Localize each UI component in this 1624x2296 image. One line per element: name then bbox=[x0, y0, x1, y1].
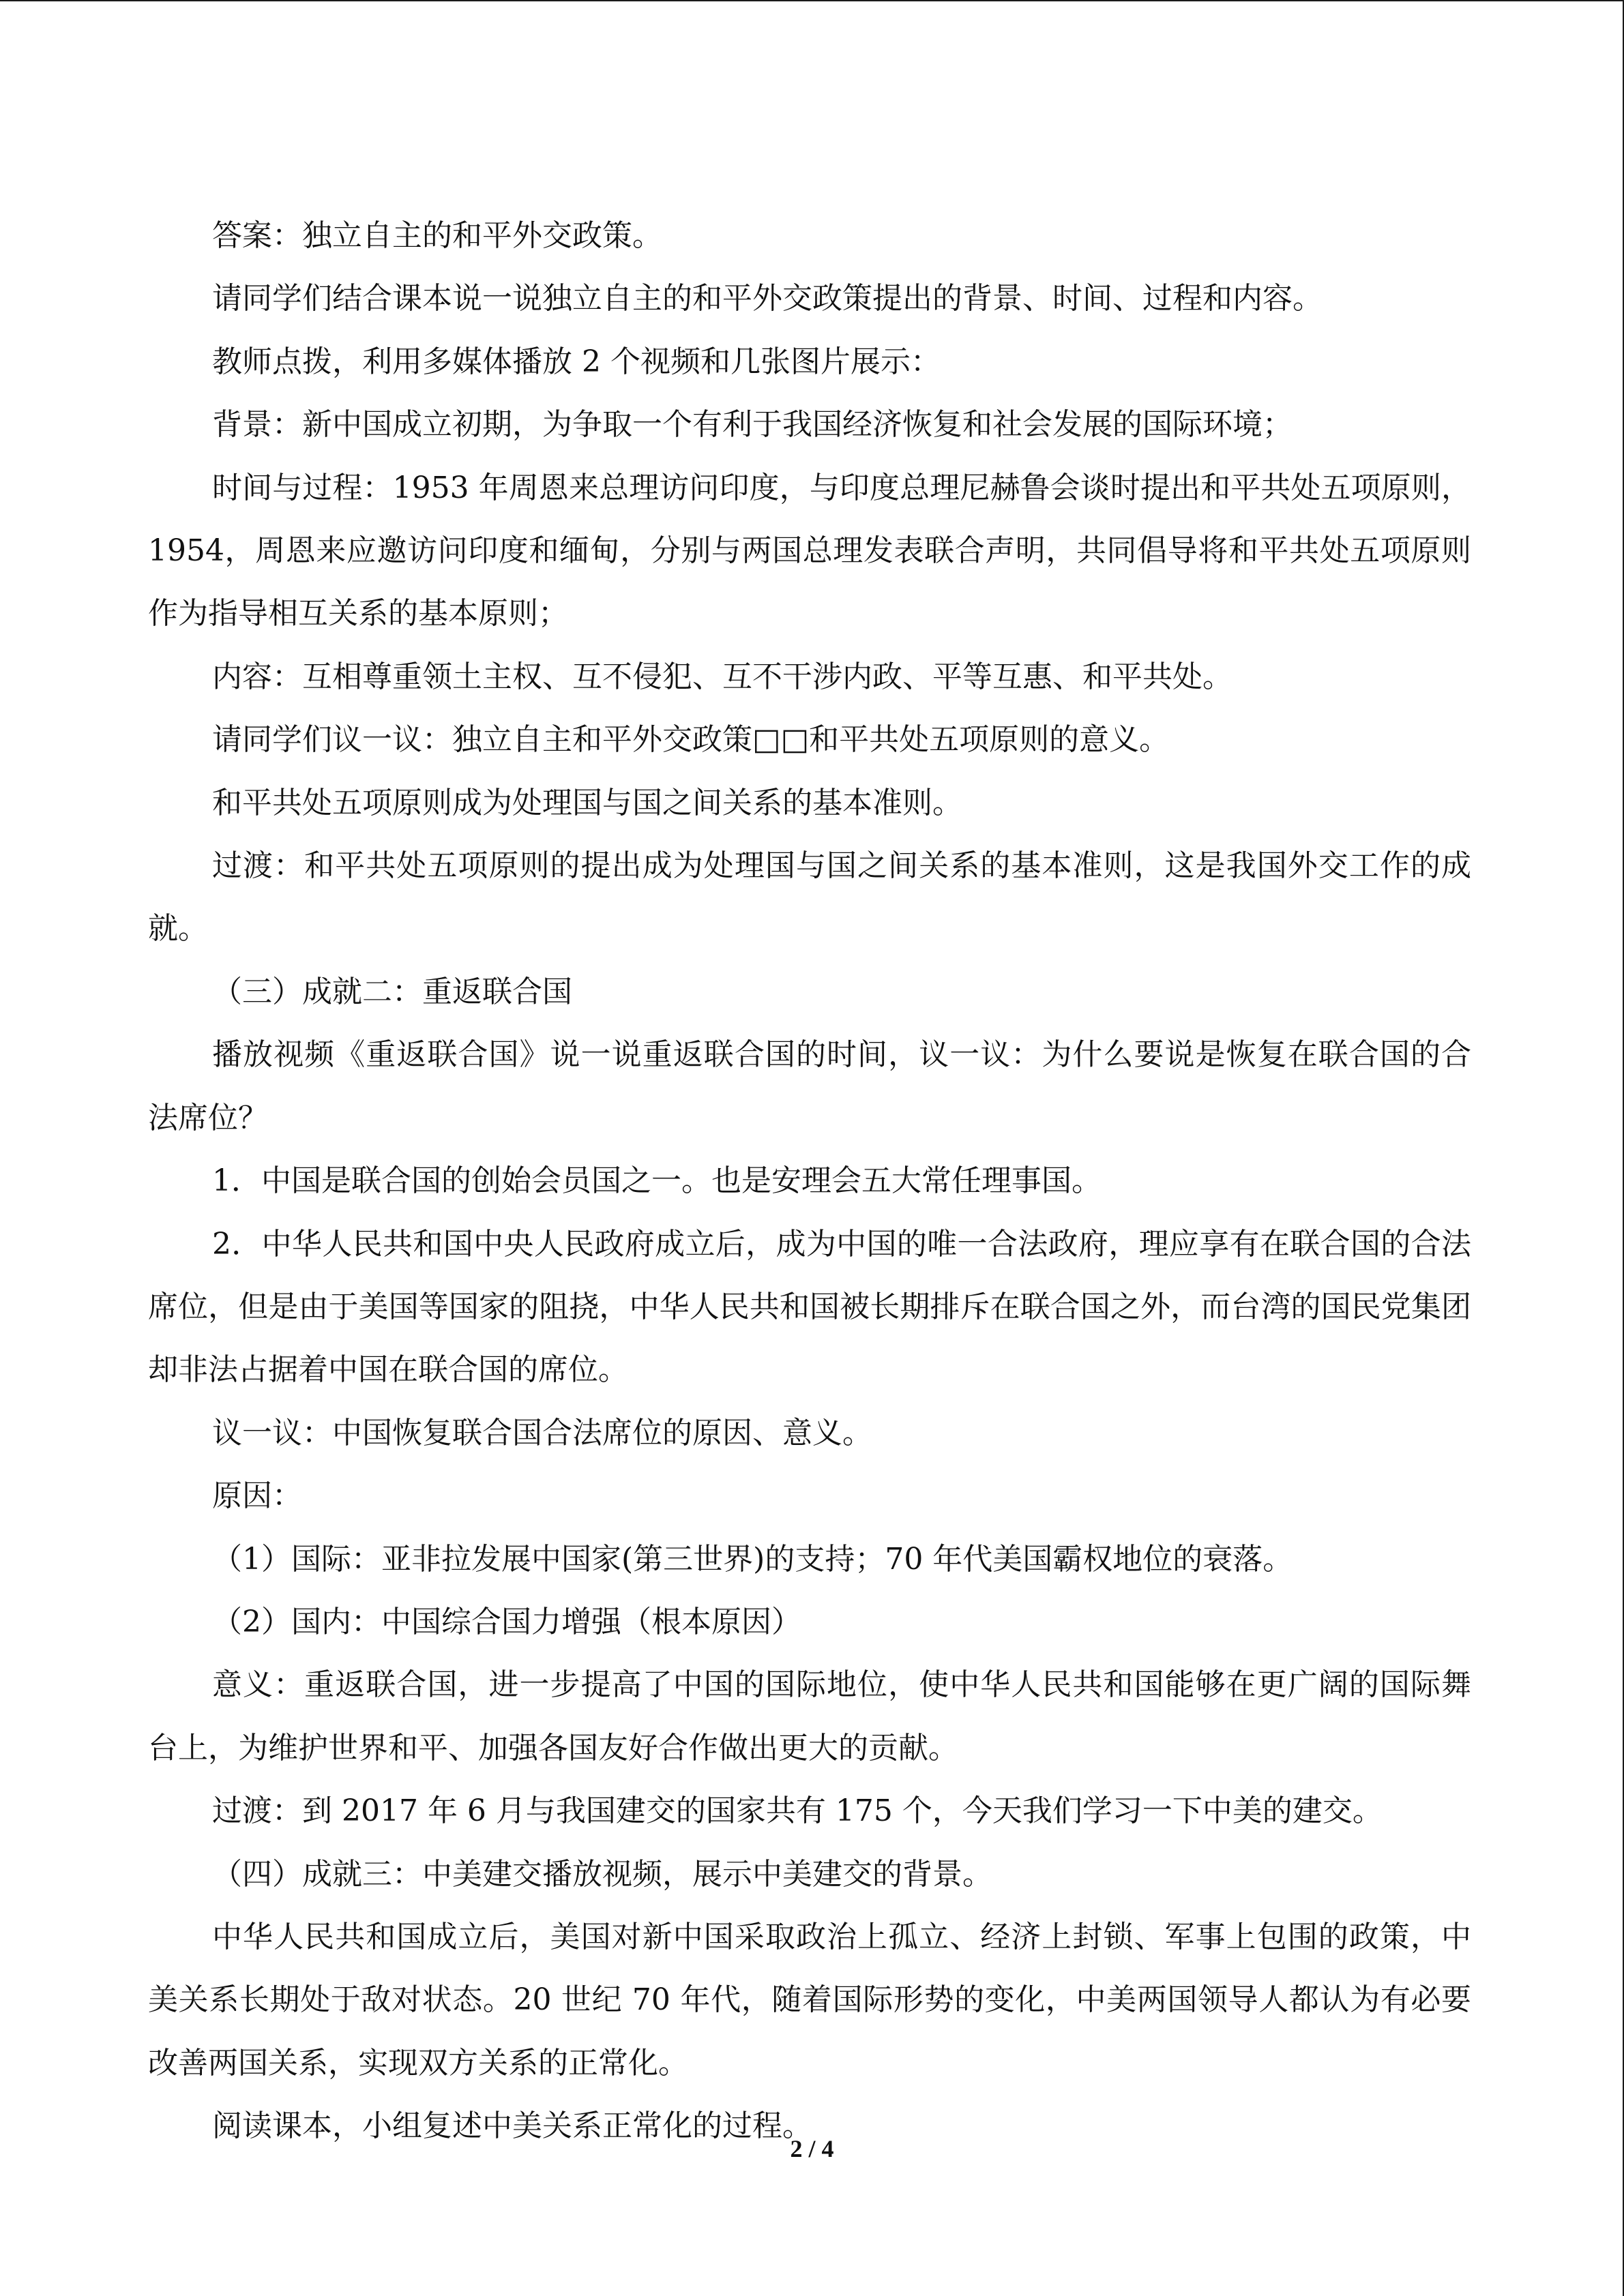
paragraph-sino-us-background: 中华人民共和国成立后，美国对新中国采取政治上孤立、经济上封锁、军事上包围的政策，中美关系长期处于敌对状态。20 世纪 70 年代，随着国际形势的变化，中美两国领导人都认为有必要改善两国关系，实现双方关系的正常化。 bbox=[148, 1919, 1471, 2081]
paragraph-transition-1: 过渡：和平共处五项原则的提出成为处理国与国之间关系的基本准则，这是我国外交工作的成就。 bbox=[148, 848, 1471, 946]
paragraph-discussion-un: 议一议：中国恢复联合国合法席位的原因、意义。 bbox=[212, 1415, 872, 1450]
section-heading-sino-us: （四）成就三：中美建交播放视频，展示中美建交的背景。 bbox=[212, 1856, 992, 1892]
paragraph-answer: 答案：独立自主的和平外交政策。 bbox=[212, 218, 662, 253]
paragraph-transition-2: 过渡：到 2017 年 6 月与我国建交的国家共有 175 个，今天我们学习一下中美的建交。 bbox=[212, 1793, 1383, 1829]
paragraph-reading-task: 阅读课本，小组复述中美关系正常化的过程。 bbox=[212, 2108, 812, 2144]
page-number: 2 / 4 bbox=[790, 2135, 834, 2162]
document-body bbox=[148, 205, 1471, 2158]
paragraph-point-2: 2．中华人民共和国中央人民政府成立后，成为中国的唯一合法政府，理应享有在联合国的合法席位，但是由于美国等国家的阻挠，中华人民共和国被长期排斥在联合国之外，而台湾的国民党集团却非法占据着中国在联合国的席位。 bbox=[148, 1226, 1471, 1388]
paragraph-point-1: 1．中国是联合国的创始会员国之一。也是安理会五大常任理事国。 bbox=[212, 1163, 1102, 1199]
paragraph-discussion-significance: 请同学们议一议：独立自主和平外交政策□□和平共处五项原则的意义。 bbox=[212, 722, 1170, 758]
paragraph-reason-international: （1）国际：亚非拉发展中国家(第三世界)的支持；70 年代美国霸权地位的衰落。 bbox=[212, 1541, 1293, 1577]
paragraph-time-process: 时间与过程：1953 年周恩来总理访问印度，与印度总理尼赫鲁会谈时提出和平共处五项原则，1954，周恩来应邀访问印度和缅甸，分别与两国总理发表联合声明，共同倡导将和平共处五项原则作为指导相互关系的基本原则； bbox=[148, 470, 1471, 631]
paragraph-significance-un: 意义：重返联合国，进一步提高了中国的国际地位，使中华人民共和国能够在更广阔的国际舞台上，为维护世界和平、加强各国友好合作做出更大的贡献。 bbox=[148, 1667, 1471, 1765]
paragraph-teacher-guidance: 教师点拨，利用多媒体播放 2 个视频和几张图片展示： bbox=[212, 344, 941, 379]
paragraph-video-un: 播放视频《重返联合国》说一说重返联合国的时间，议一议：为什么要说是恢复在联合国的合法席位？ bbox=[148, 1037, 1471, 1135]
paragraph-reason-domestic: （2）国内：中国综合国力增强（根本原因） bbox=[212, 1604, 801, 1639]
paragraph-content: 内容：互相尊重领土主权、互不侵犯、互不干涉内政、平等互惠、和平共处。 bbox=[212, 659, 1232, 694]
paragraph-question-background: 请同学们结合课本说一说独立自主的和平外交政策提出的背景、时间、过程和内容。 bbox=[212, 281, 1323, 316]
paragraph-basic-norm: 和平共处五项原则成为处理国与国之间关系的基本准则。 bbox=[212, 785, 962, 820]
paragraph-background: 背景：新中国成立初期，为争取一个有利于我国经济恢复和社会发展的国际环境； bbox=[212, 407, 1293, 443]
paragraph-reasons-label: 原因： bbox=[212, 1478, 302, 1514]
section-heading-un: （三）成就二：重返联合国 bbox=[212, 974, 572, 1009]
